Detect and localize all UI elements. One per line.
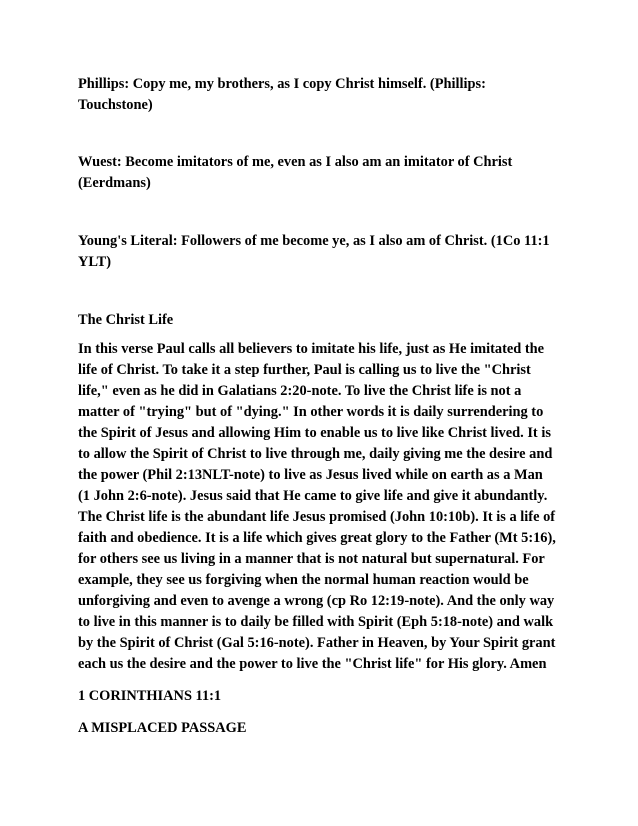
wuest-translation: [78, 152, 568, 194]
text-line: faith and obedience. It is a life which gives great glory to the Father (Mt 5:16),: [78, 530, 556, 546]
text-line: life of Christ. To take it a step further, Paul is calling us to live the "Christ: [78, 362, 531, 378]
section-body: [78, 339, 568, 675]
text-line: YLT): [78, 254, 112, 270]
reference-heading: 1 CORINTHIANS 11:1: [78, 688, 222, 704]
text-line: (1 John 2:6-note). Jesus said that He came to give life and give it abundantly.: [78, 488, 548, 504]
text-line: example, they see us forgiving when the normal human reaction would be: [78, 572, 529, 588]
text-line: In this verse Paul calls all believers to imitate his life, just as He imitated the: [78, 341, 545, 357]
text-line: by the Spirit of Christ (Gal 5:16-note). Father in Heaven, by Your Spirit grant: [78, 635, 556, 651]
text-line: unforgiving and even to avenge a wrong (cp Ro 12:19-note). And the only way: [78, 593, 555, 609]
phillips-translation: [78, 74, 568, 116]
text-line: The Christ life is the abundant life Jesus promised (John 10:10b). It is a life of: [78, 509, 556, 525]
youngs-literal-translation: [78, 231, 568, 273]
text-line: the power (Phil 2:13NLT-note) to live as Jesus lived while on earth as a Man: [78, 467, 543, 483]
text-line: to live in this manner is to daily be filled with Spirit (Eph 5:18-note) and walk: [78, 614, 554, 630]
text-line: the Spirit of Jesus and allowing Him to enable us to live like Christ lived. It is: [78, 425, 551, 441]
text-line: for others see us living in a manner that is not natural but supernatural. For: [78, 551, 545, 567]
text-line: (Eerdmans): [78, 175, 151, 191]
text-line: to allow the Spirit of Christ to live through me, daily giving me the desire and: [78, 446, 553, 462]
text-line: Young's Literal: Followers of me become ye, as I also am of Christ. (1Co 11:1: [78, 233, 550, 249]
text-line: each us the desire and the power to live the "Christ life" for His glory. Amen: [78, 656, 547, 672]
text-line: matter of "trying" but of "dying." In other words it is daily surrendering to: [78, 404, 544, 420]
section-title: The Christ Life: [78, 312, 174, 328]
subtitle-heading: A MISPLACED PASSAGE: [78, 720, 247, 736]
text-line: Touchstone): [78, 97, 153, 113]
text-line: Phillips: Copy me, my brothers, as I copy Christ himself. (Phillips:: [78, 76, 486, 92]
text-line: Wuest: Become imitators of me, even as I also am an imitator of Christ: [78, 154, 513, 170]
text-line: life," even as he did in Galatians 2:20-note. To live the Christ life is not a: [78, 383, 522, 399]
